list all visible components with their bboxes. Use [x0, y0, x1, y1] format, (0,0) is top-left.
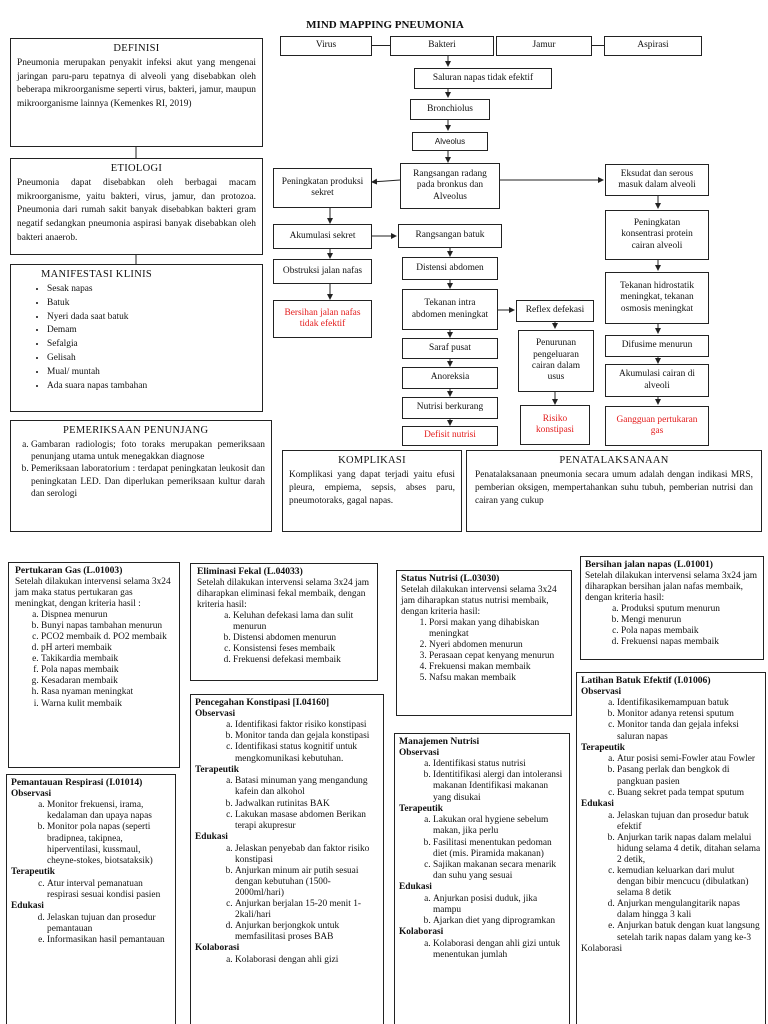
list-item: f. Pola napas membaik	[41, 665, 173, 676]
list-item: b. Identitifikasi alergi dan intoleransi makanan Identifikasi makanan yang disukai	[433, 770, 565, 803]
latihan-edukasi-list	[581, 811, 761, 944]
slki-pertukaran-gas-intro: Setelah dilakukan intervensi selama 3x24 jam maka status pertukaran gas meningkat, dengan kriteria hasil :	[15, 576, 171, 609]
list-item: a. Identifikasi faktor risiko konstipasi	[235, 720, 379, 731]
dx-gangguan-pertukaran-gas: Gangguan pertukaran gas	[605, 406, 709, 446]
flow-penurunan-cairan: Penurunan pengeluaran cairan dalam usus	[518, 330, 594, 392]
pemantauan-edukasi-list	[11, 913, 171, 946]
pencegahan-terapeutik-list	[195, 776, 379, 831]
list-item: b. Pasang perlak dan bengkok di pangkuan pasien	[617, 765, 761, 787]
flow-konsentrasi: Peningkatan konsentrasi protein cairan alveoli	[605, 210, 709, 260]
list-item: c. Sajikan makanan secara menarik dan suhu yang sesuai	[433, 860, 565, 882]
manajemen-terapeutik-heading: Terapeutik	[399, 803, 443, 814]
list-item: 3. Perasaan cepat kenyang menurun	[429, 651, 567, 662]
pencegahan-edukasi-heading: Edukasi	[195, 831, 228, 842]
slki-pertukaran-gas-criteria	[15, 610, 173, 710]
list-item: b. Distensi abdomen menurun	[233, 633, 371, 644]
cause-virus: Virus	[280, 36, 372, 56]
pemantauan-title: Pemantauan Respirasi (I.01014)	[11, 777, 143, 788]
pemantauan-observasi-heading: Observasi	[11, 788, 52, 799]
list-item: e. Takikardia membaik	[41, 654, 173, 665]
list-item: b. Monitor pola napas (seperti bradipnea, takipnea, hiperventilasi, kussmaul, cheyne-stokes, biotsataksik)	[47, 822, 171, 866]
list-item: • Sesak napas	[47, 283, 262, 297]
flow-rangsangan-batuk: Rangsangan batuk	[398, 224, 502, 248]
list-item: a. Jelaskan penyebab dan faktor risiko konstipasi	[235, 844, 379, 866]
list-item: a. Gambaran radiologis; foto toraks merupakan pemeriksaan penunjang utama untuk menegakkan diagnose	[31, 439, 265, 463]
flow-akumulasi-cairan: Akumulasi cairan di alveoli	[605, 364, 709, 397]
status-nutrisi-intro: Setelah dilakukan intervensi selama 3x24 jam diharapkan status nutrisi membaik, dengan kriteria hasil:	[401, 584, 557, 617]
list-item: b. Monitor tanda dan gejala konstipasi	[235, 731, 379, 742]
list-item: a. Anjurkan posisi duduk, jika mampu	[433, 894, 565, 916]
manajemen-edukasi-heading: Edukasi	[399, 881, 432, 892]
manajemen-edukasi-list	[399, 894, 565, 927]
flow-distensi-abdomen: Distensi abdomen	[402, 257, 498, 280]
pencegahan-terapeutik-heading: Terapeutik	[195, 764, 239, 775]
list-item: 1. Porsi makan yang dihabiskan meningkat	[429, 618, 567, 640]
slki-pertukaran-gas-box	[8, 562, 180, 768]
list-item: a. Identifikasikemampuan batuk	[617, 698, 761, 709]
list-item: 4. Frekuensi makan membaik	[429, 662, 567, 673]
pemantauan-edukasi-heading: Edukasi	[11, 900, 44, 911]
definisi-text: Pneumonia merupakan penyakit infeksi akut yang mengenai jaringan paru-paru tepatnya di alveoli yang disebabkan oleh beberapa mikroorganisme seperti virus, bakteri, jamur, maupun mikroorganisme lainnya (Kemenkes RI, 2019)	[17, 58, 256, 109]
pencegahan-konstipasi-box	[190, 694, 384, 1024]
manajemen-kolaborasi-heading: Kolaborasi	[399, 926, 444, 937]
dx-defisit-nutrisi: Defisit nutrisi	[402, 426, 498, 446]
bersihan-intro: Setelah dilakukan intervensi selama 3x24 jam diharapkan bersihan jalan nafas membaik, dengan kriteria hasil:	[585, 570, 758, 603]
list-item: • Demam	[47, 324, 262, 338]
list-item: c. Konsistensi feses membaik	[233, 644, 371, 655]
manajemen-nutrisi-box	[394, 733, 570, 1024]
list-item: a. Kolaborasi dengan ahli gizi	[235, 955, 379, 966]
latihan-observasi-heading: Observasi	[581, 686, 622, 697]
list-item: d. Anjurkan berjongkok untuk memfasilitasi proses BAB	[235, 921, 379, 943]
list-item: • Batuk	[47, 297, 262, 311]
list-item: i. Warna kulit membaik	[41, 699, 173, 710]
list-item: 2. Nyeri abdomen menurun	[429, 640, 567, 651]
list-item: b. Fasilitasi menentukan pedoman diet (mis. Piramida makanan)	[433, 838, 565, 860]
flow-eksudat: Eksudat dan serous masuk dalam alveoli	[605, 164, 709, 196]
list-item: c. Anjurkan berjalan 15-20 menit 1-2kali/hari	[235, 899, 379, 921]
latihan-batuk-title: Latihan Batuk Efektif (I.01006)	[581, 675, 711, 686]
list-item: a. Dispnea menurun	[41, 610, 173, 621]
flow-tekanan-intra: Tekanan intra abdomen meningkat	[402, 289, 498, 330]
penatalaksanaan-heading: PENATALAKSANAAN	[559, 455, 669, 466]
list-item: a. Identifikasi status nutrisi	[433, 759, 565, 770]
manifestasi-box	[10, 264, 263, 412]
flow-saluran: Saluran napas tidak efektif	[414, 68, 552, 89]
list-item: a. Atur posisi semi-Fowler atau Fowler	[617, 754, 761, 765]
flow-bronchiolus: Bronchiolus	[410, 99, 490, 120]
manajemen-observasi-list	[399, 759, 565, 803]
list-item: b. Bunyi napas tambahan menurun	[41, 621, 173, 632]
page-title: MIND MAPPING PNEUMONIA	[260, 19, 510, 31]
list-item: c. Lakukan masase abdomen Berikan terapi akupresur	[235, 810, 379, 832]
penunjang-box	[10, 420, 272, 532]
latihan-observasi-list	[581, 698, 761, 742]
list-item: • Ada suara napas tambahan	[47, 380, 262, 394]
list-item: b. Pemeriksaan laboratorium : terdapat peningkatan leukosit dan peningkatan LED. Dan diperlukan pemeriksaan kultur darah dan serologi	[31, 463, 265, 500]
latihan-edukasi-heading: Edukasi	[581, 798, 614, 809]
list-item: c. kemudian keluarkan dari mulut dengan bibir mencucu (dibulatkan) selama 8 detik	[617, 866, 761, 899]
list-item: a. Lakukan oral hygiene sebelum makan, jika perlu	[433, 815, 565, 837]
manajemen-terapeutik-list	[399, 815, 565, 882]
definisi-heading: DEFINISI	[113, 43, 160, 54]
list-item: b. Jadwalkan rutinitas BAK	[235, 799, 379, 810]
flow-akumulasi-sekret: Akumulasi sekret	[273, 224, 372, 249]
komplikasi-text: Komplikasi yang dapat terjadi yaitu efusi pleura, empiema, sepsis, abses paru, pneumotoraks, gagal napas.	[289, 470, 455, 507]
list-item: h. Rasa nyaman meningkat	[41, 687, 173, 698]
list-item: a. Produksi sputum menurun	[621, 604, 759, 615]
flow-obstruksi: Obstruksi jalan nafas	[273, 259, 372, 284]
cause-connector	[592, 45, 604, 46]
list-item: c. Atur interval pemanatuan respirasi sesuai kondisi pasien	[47, 879, 171, 901]
dx-bersihan-jalan-nafas: Bersihan jalan nafas tidak efektif	[273, 300, 372, 338]
flow-tekanan-hidrostatik: Tekanan hidrostatik meningkat, tekanan osmosis meningkat	[605, 272, 709, 324]
flow-difusi: Difusime menurun	[605, 335, 709, 357]
pemantauan-observasi-list	[11, 800, 171, 867]
dx-risiko-konstipasi: Risiko konstipasi	[520, 405, 590, 445]
eliminasi-intro: Setelah dilakukan intervensi selama 3x24 jam diharapkan eliminasi fekal membaik, dengan kriteria hasil:	[197, 577, 370, 610]
pencegahan-observasi-list	[195, 720, 379, 764]
penatalaksanaan-box	[466, 450, 762, 532]
list-item: c. Monitor tanda dan gejala infeksi saluran napas	[617, 720, 761, 742]
etiologi-box	[10, 158, 263, 255]
flow-alveolus: Alveolus	[412, 132, 488, 151]
list-item: c. Buang sekret pada tempat sputum	[617, 788, 761, 799]
etiologi-text: Pneumonia dapat disebabkan oleh berbagai macam mikroorganisme, yaitu bakteri, virus, jamur, dan protozoa. Pneumonia dari rumah sakit banyak disebabkan bakteri gram negatif sedangkan pneumonia aspirasi banyak disebabkan oleh bakteri anaerob.	[17, 178, 256, 243]
pemantauan-respirasi-box	[6, 774, 176, 1024]
list-item: a. Monitor frekuensi, irama, kedalaman dan upaya napas	[47, 800, 171, 822]
slki-pertukaran-gas-title: Pertukaran Gas (L.01003)	[15, 565, 123, 576]
manajemen-observasi-heading: Observasi	[399, 747, 440, 758]
eliminasi-title: Eliminasi Fekal (L.04033)	[197, 566, 303, 577]
list-item: • Gelisah	[47, 352, 262, 366]
etiologi-heading: ETIOLOGI	[110, 163, 163, 174]
list-item: a. Kolaborasi dengan ahli gizi untuk menentukan jumlah	[433, 939, 565, 961]
bersihan-title: Bersihan jalan napas (L.01001)	[585, 559, 713, 570]
cause-bakteri: Bakteri	[390, 36, 494, 56]
komplikasi-heading: KOMPLIKASI	[338, 455, 406, 466]
list-item: a. Jelaskan tujuan dan prosedur batuk efektif	[617, 811, 761, 833]
bersihan-criteria	[585, 604, 759, 648]
list-item: a. Batasi minuman yang mengandung kafein dan alkohol	[235, 776, 379, 798]
status-nutrisi-title: Status Nutrisi (L.03030)	[401, 573, 500, 584]
flow-peningkatan-sekret: Peningkatan produksi sekret	[273, 168, 372, 208]
list-item: b. Mengi menurun	[621, 615, 759, 626]
definisi-box	[10, 38, 263, 147]
latihan-terapeutik-list	[581, 754, 761, 798]
list-item: d. pH arteri membaik	[41, 643, 173, 654]
cause-jamur: Jamur	[496, 36, 592, 56]
penunjang-list	[11, 439, 271, 500]
list-item: c. Identifikasi status kognitif untuk mengkomunikasi kebutuhan.	[235, 742, 379, 764]
penunjang-heading: PEMERIKSAAN PENUNJANG	[63, 425, 209, 436]
list-item: c. Pola napas membaik	[621, 626, 759, 637]
slki-status-nutrisi-box	[396, 570, 572, 716]
list-item: e. Informasikan hasil pemantauan	[47, 935, 171, 946]
list-item: • Mual/ muntah	[47, 366, 262, 380]
status-nutrisi-criteria	[401, 618, 567, 685]
list-item: e. Anjurkan batuk dengan kuat langsung setelah tarik napas dalam yang ke-3	[617, 921, 761, 943]
manajemen-kolaborasi-list	[399, 939, 565, 961]
list-item: g. Kesadaran membaik	[41, 676, 173, 687]
pencegahan-title: Pencegahan Konstipasi [I.04160]	[195, 697, 330, 708]
manajemen-nutrisi-title: Manajemen Nutrisi	[399, 736, 480, 747]
flow-rangsangan-radang: Rangsangan radang pada bronkus dan Alveolus	[400, 163, 500, 209]
pencegahan-edukasi-list	[195, 844, 379, 944]
slki-eliminasi-fekal-box	[190, 563, 378, 681]
list-item: 5. Nafsu makan membaik	[429, 673, 567, 684]
manifestasi-list	[11, 283, 262, 394]
slki-bersihan-jalan-napas-box	[580, 556, 764, 660]
flow-anoreksia: Anoreksia	[402, 367, 498, 389]
flow-reflex-defekasi: Reflex defekasi	[516, 300, 594, 322]
list-item: b. Anjurkan tarik napas dalam melalui hidung selama 4 detik, ditahan selama 2 detik,	[617, 833, 761, 866]
latihan-kolaborasi-heading: Kolaborasi	[581, 943, 623, 954]
flow-nutrisi-berkurang: Nutrisi berkurang	[402, 397, 498, 419]
flow-saraf-pusat: Saraf pusat	[402, 338, 498, 359]
pemantauan-terapeutik-heading: Terapeutik	[11, 866, 55, 877]
list-item: b. Monitor adanya retensi sputum	[617, 709, 761, 720]
pencegahan-observasi-heading: Observasi	[195, 708, 236, 719]
pemantauan-terapeutik-list	[11, 879, 171, 901]
list-item: c. PCO2 membaik d. PO2 membaik	[41, 632, 173, 643]
eliminasi-criteria	[197, 611, 371, 666]
list-item: d. Frekuensi defekasi membaik	[233, 655, 371, 666]
list-item: d. Anjurkan mengulangitarik napas dalam hingga 3 kali	[617, 899, 761, 921]
penatalaksanaan-text: Penatalaksanaan pneumonia secara umum adalah dengan indikasi MRS, pemberian oksigen, mempertahankan suhu tubuh, pemberian nutrisi dan cairan yang cukup	[475, 470, 753, 507]
manifestasi-heading: MANIFESTASI KLINIS	[41, 269, 153, 280]
list-item: d. Frekuensi napas membaik	[621, 637, 759, 648]
pencegahan-kolaborasi-list	[195, 955, 379, 966]
pencegahan-kolaborasi-heading: Kolaborasi	[195, 943, 240, 954]
list-item: b. Ajarkan diet yang diprogramkan	[433, 916, 565, 927]
list-item: • Sefalgia	[47, 338, 262, 352]
latihan-batuk-efektif-box	[576, 672, 766, 1024]
latihan-terapeutik-heading: Terapeutik	[581, 742, 625, 753]
list-item: • Nyeri dada saat batuk	[47, 311, 262, 325]
cause-aspirasi: Aspirasi	[604, 36, 702, 56]
komplikasi-box	[282, 450, 462, 532]
list-item: a. Keluhan defekasi lama dan sulit menurun	[233, 611, 371, 633]
cause-connector	[372, 45, 390, 46]
list-item: b. Anjurkan minum air putih sesuai dengan kebutuhan (1500-2000ml/hari)	[235, 866, 379, 899]
list-item: d. Jelaskan tujuan dan prosedur pemantauan	[47, 913, 171, 935]
